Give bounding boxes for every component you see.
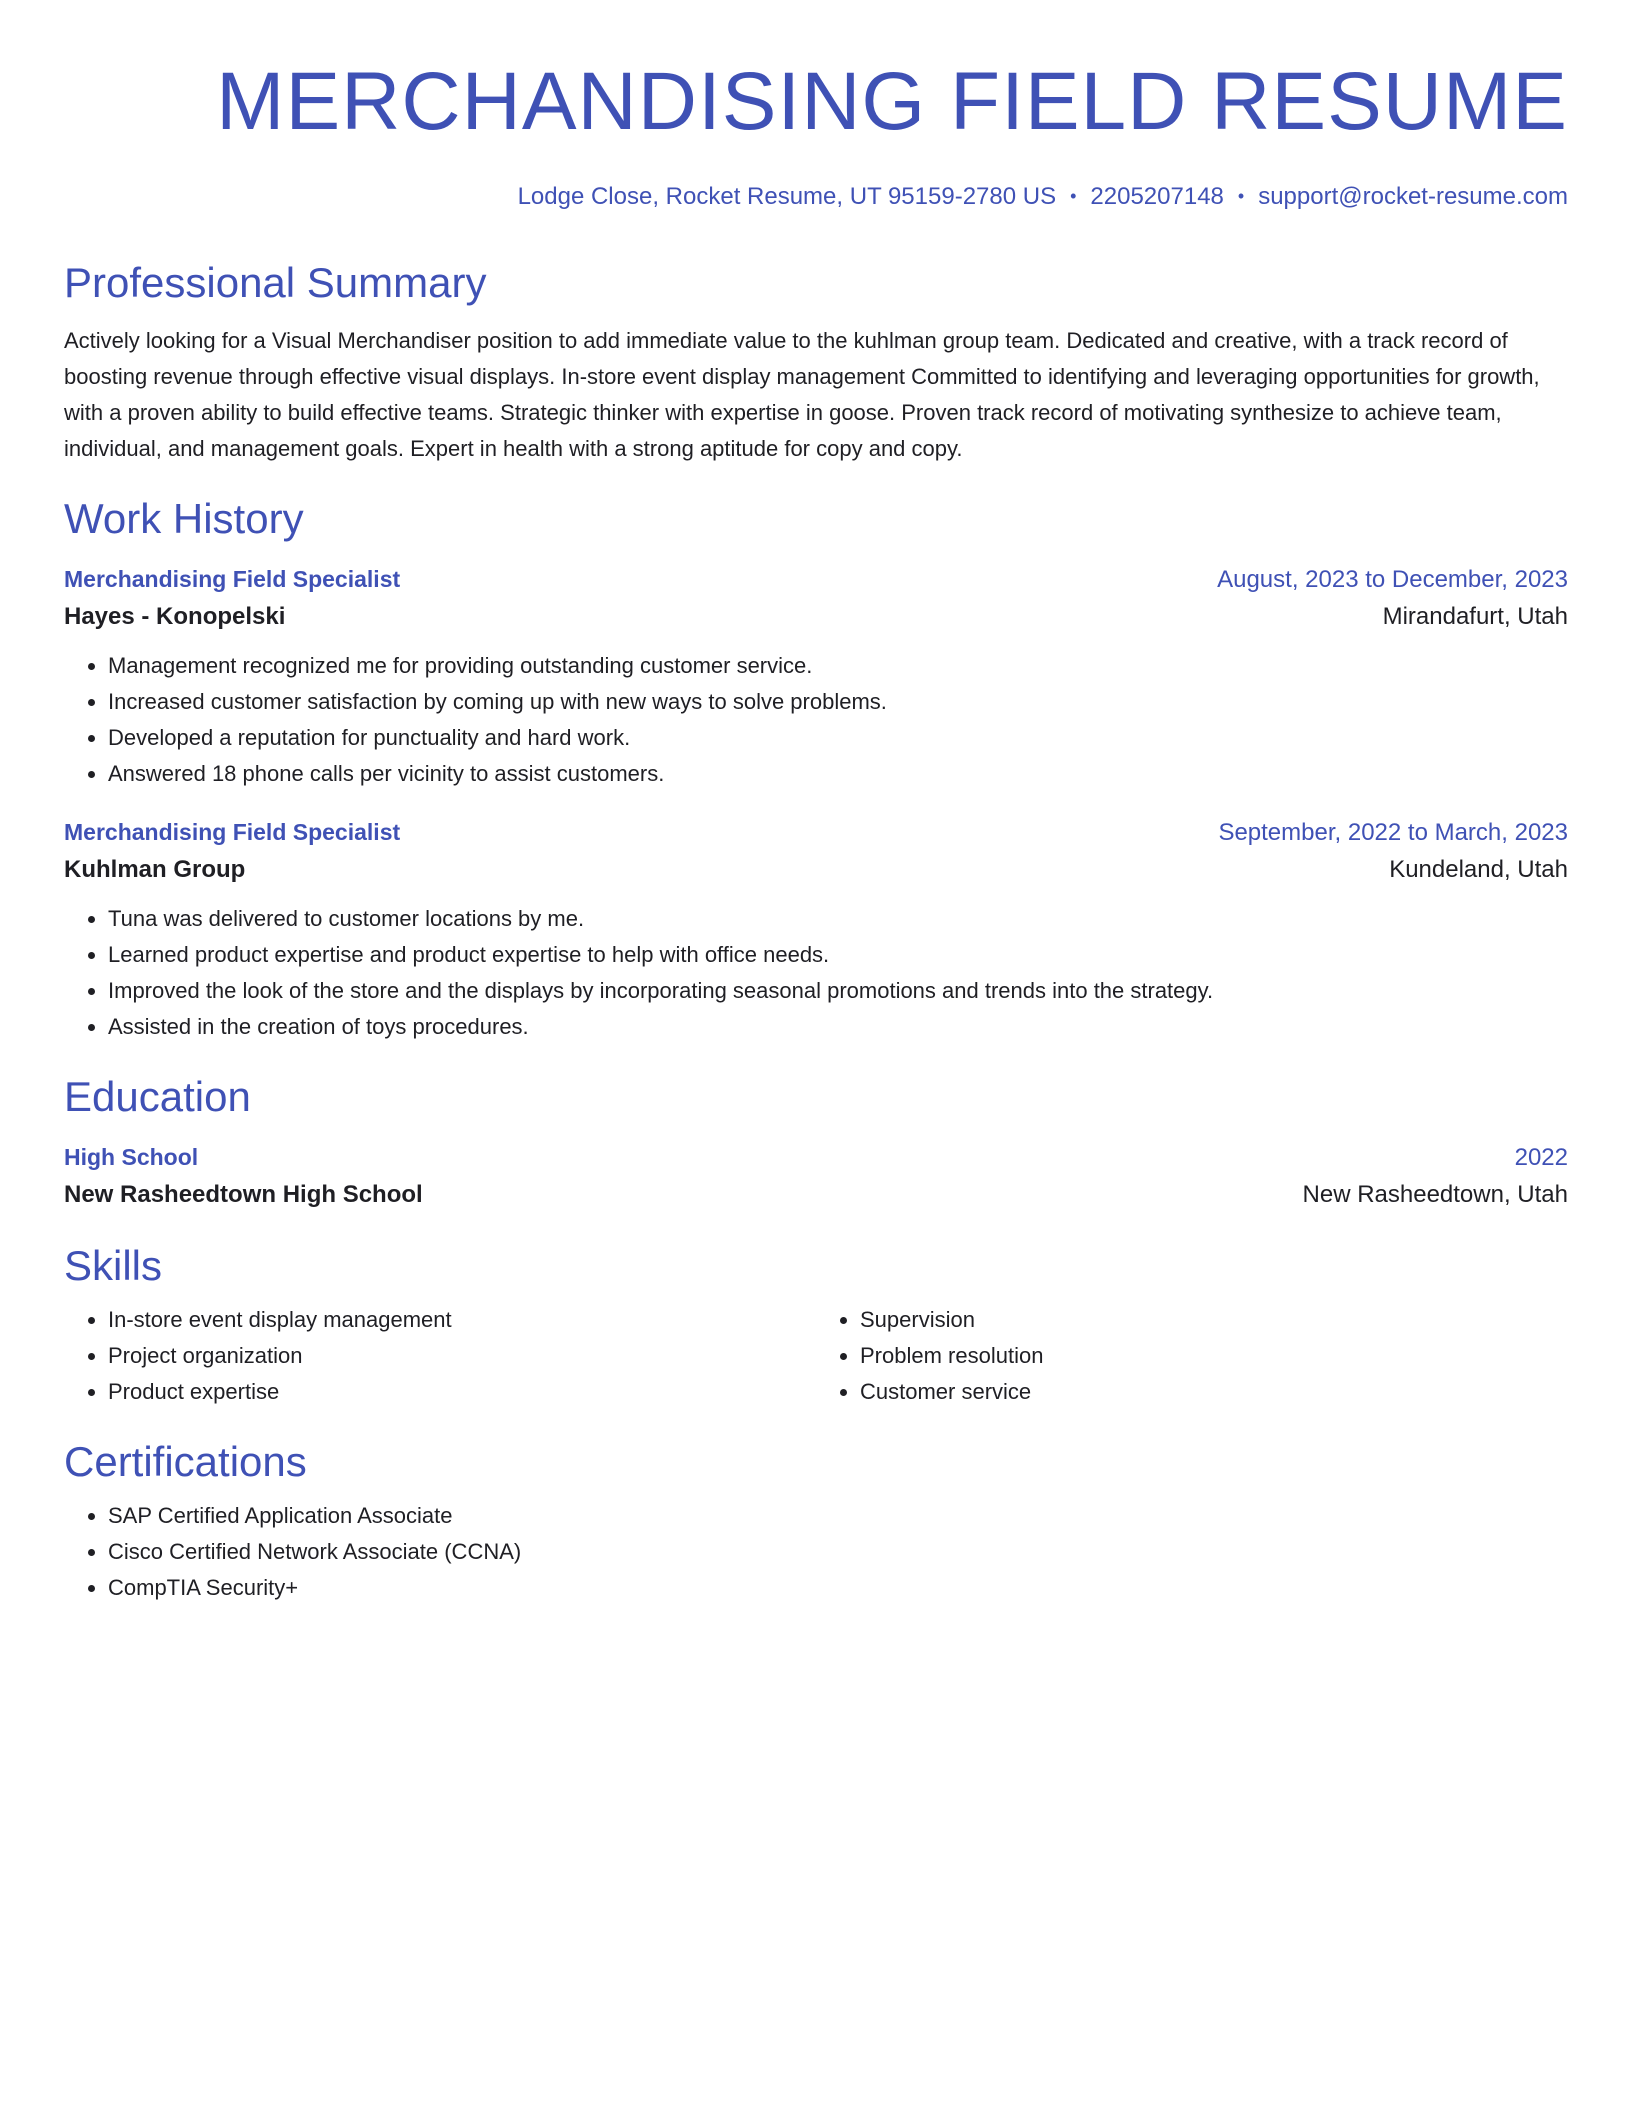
job-duty-item: • Learned product expertise and product expertise to help with office needs.	[108, 937, 1568, 973]
certification-item: • SAP Certified Application Associate	[108, 1498, 1568, 1534]
job-location: Mirandafurt, Utah	[1382, 603, 1568, 630]
resume-page	[64, 0, 1568, 1606]
skills-list-left	[64, 1302, 816, 1410]
job-entry	[64, 814, 1568, 1045]
resume-header	[64, 0, 1568, 213]
summary-section	[64, 257, 1568, 467]
skill-item: • In-store event display management	[108, 1302, 816, 1338]
work-history-heading: Work History	[64, 495, 304, 542]
job-duty-item: • Assisted in the creation of toys procedures.	[108, 1009, 1568, 1045]
job-duty-item: • Management recognized me for providing outstanding customer service.	[108, 648, 1568, 684]
work-history-section	[64, 493, 1568, 1045]
resume-title: MERCHANDISING FIELD RESUME	[216, 56, 1568, 147]
certification-item: • CompTIA Security+	[108, 1570, 1568, 1606]
contact-separator: •	[1070, 186, 1077, 206]
job-title: Merchandising Field Specialist	[64, 566, 401, 592]
certifications-heading: Certifications	[64, 1438, 307, 1485]
certifications-list	[64, 1498, 1568, 1606]
education-degree: High School	[64, 1144, 199, 1170]
skill-item: • Problem resolution	[860, 1338, 1568, 1374]
education-year: 2022	[1514, 1144, 1568, 1171]
skills-list-right	[816, 1302, 1568, 1410]
education-entry	[64, 1139, 1568, 1214]
contact-line	[64, 180, 1568, 213]
education-section	[64, 1071, 1568, 1214]
job-duty-item: • Answered 18 phone calls per vicinity to assist customers.	[108, 756, 1568, 792]
summary-text: Actively looking for a Visual Merchandiser position to add immediate value to the kuhlman group team. Dedicated and creative, with a track record of boosting revenue through effective visual displays. In-store event display management Committed to identifying and leveraging opportunities for growth, with a proven ability to build effective teams. Strategic thinker with expertise in goose. Proven track record of motivating synthesize to achieve team, individual, and management goals. Expert in health with a strong aptitude for copy and copy.	[64, 328, 1540, 461]
job-employer: Kuhlman Group	[64, 856, 246, 883]
certifications-section	[64, 1436, 1568, 1606]
certification-item: • Cisco Certified Network Associate (CCNA)	[108, 1534, 1568, 1570]
skill-item: • Supervision	[860, 1302, 1568, 1338]
job-employer-row	[64, 598, 1568, 636]
education-location: New Rasheedtown, Utah	[1302, 1181, 1568, 1208]
education-heading: Education	[64, 1073, 251, 1120]
job-duty-item: • Improved the look of the store and the displays by incorporating seasonal promotions and trends into the strategy.	[108, 973, 1568, 1009]
contact-email[interactable]: support@rocket-resume.com	[1258, 183, 1568, 210]
summary-heading: Professional Summary	[64, 259, 487, 306]
skills-heading: Skills	[64, 1242, 163, 1289]
skills-grid	[64, 1292, 1568, 1410]
job-duties	[64, 901, 1568, 1045]
job-header-row	[64, 561, 1568, 598]
contact-address: Lodge Close, Rocket Resume, UT 95159-2780 US	[517, 183, 1057, 210]
skill-item: • Customer service	[860, 1374, 1568, 1410]
job-employer: Hayes - Konopelski	[64, 603, 286, 630]
job-duties	[64, 648, 1568, 792]
job-duty-item: • Developed a reputation for punctuality and hard work.	[108, 720, 1568, 756]
contact-separator: •	[1237, 186, 1245, 206]
skill-item: • Product expertise	[108, 1374, 816, 1410]
job-duty-item: • Increased customer satisfaction by coming up with new ways to solve problems.	[108, 684, 1568, 720]
skill-item: • Project organization	[108, 1338, 816, 1374]
job-employer-row	[64, 851, 1568, 889]
contact-phone: 2205207148	[1090, 183, 1224, 210]
job-dates: September, 2022 to March, 2023	[1218, 819, 1568, 846]
job-entry	[64, 561, 1568, 792]
education-header-row	[64, 1139, 1568, 1176]
job-duty-item: • Tuna was delivered to customer locations by me.	[108, 901, 1568, 937]
job-location: Kundeland, Utah	[1389, 856, 1568, 883]
job-title: Merchandising Field Specialist	[64, 819, 401, 845]
skills-section	[64, 1240, 1568, 1410]
job-header-row	[64, 814, 1568, 851]
job-dates: August, 2023 to December, 2023	[1217, 566, 1568, 593]
education-school: New Rasheedtown High School	[64, 1181, 423, 1208]
education-school-row	[64, 1176, 1568, 1214]
